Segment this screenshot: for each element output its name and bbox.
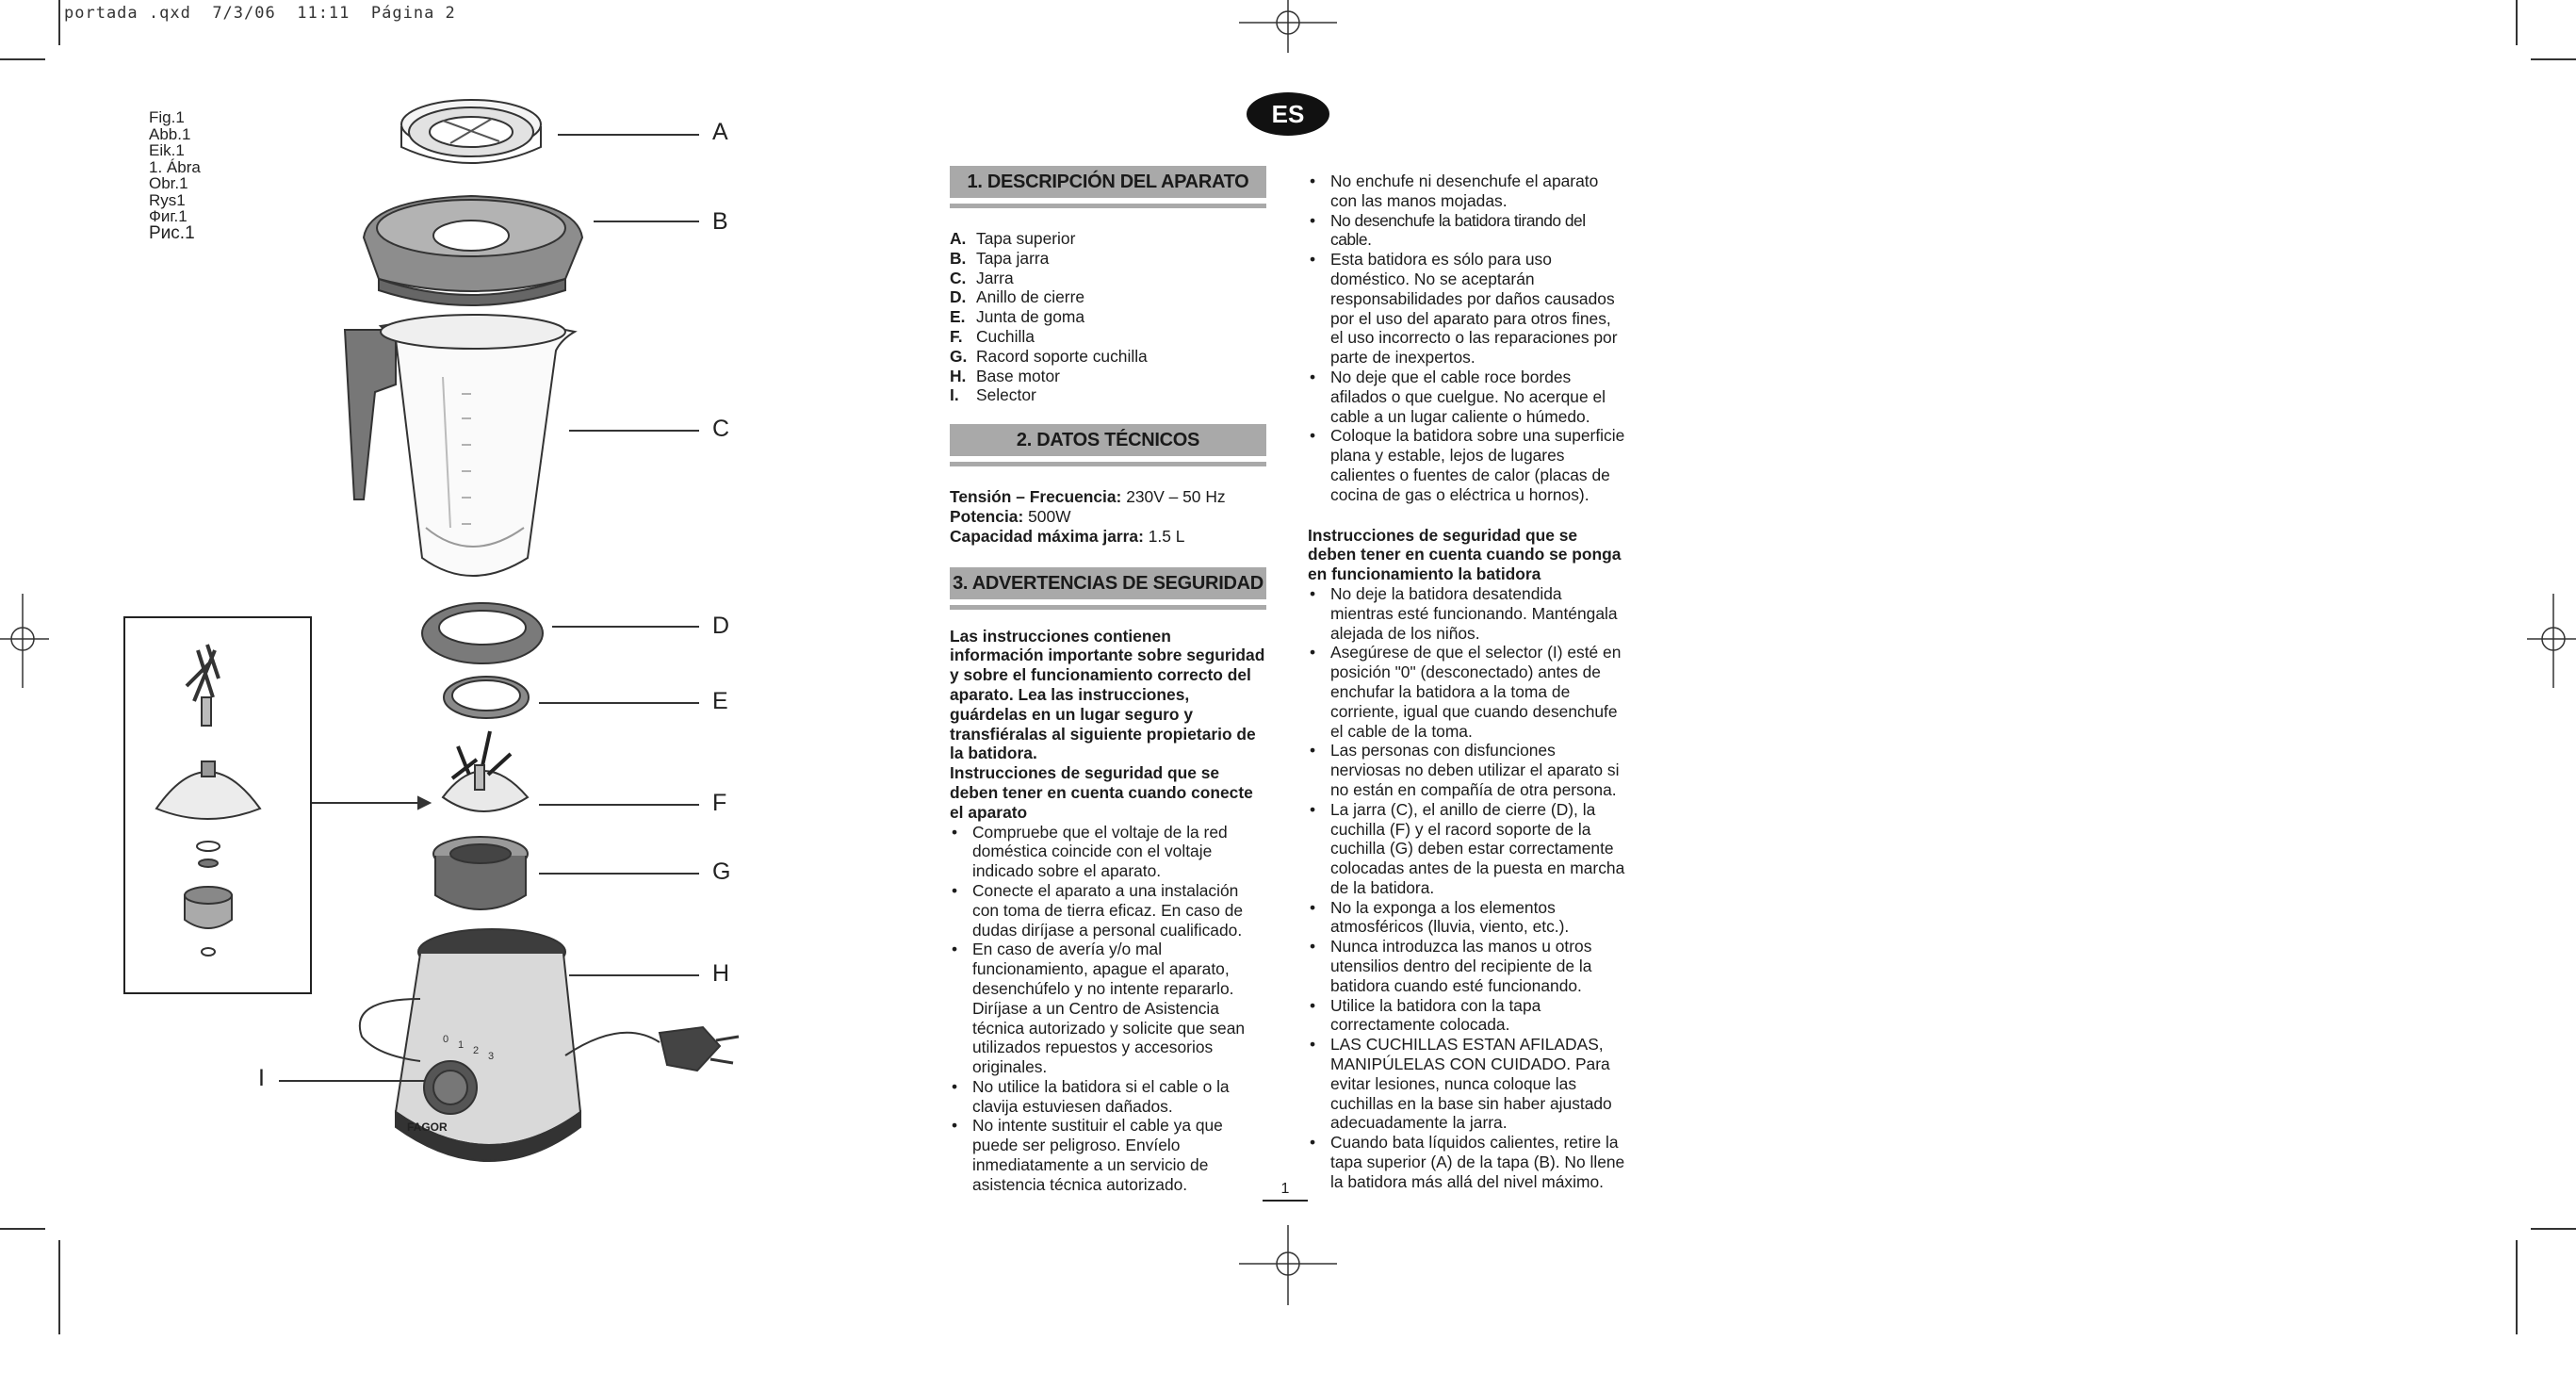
part-label: Jarra — [976, 268, 1014, 287]
callout-line — [539, 873, 699, 875]
spec-row — [950, 527, 1266, 547]
list-item: • Compruebe que el voltaje de la red doméstica coincide con el voltaje indicado sobre el aparato. — [950, 823, 1266, 881]
parts-list-item — [950, 307, 1266, 327]
operation-bullet-list — [1308, 584, 1626, 1192]
list-item: • En caso de avería y/o mal funcionamiento, apague el aparato, desenchúfelo y no intente repararlo. Diríjase a un Centro de Asistencia técnica autorizado y solicite que sean utilizados repuestos y accesorios originales. — [950, 940, 1266, 1077]
part-key: B. — [950, 248, 967, 268]
callout-a: A — [712, 119, 728, 145]
part-key: A. — [950, 229, 967, 248]
list-item: • Conecte el aparato a una instalación con toma de tierra eficaz. En caso de dudas diríjase a personal cualificado. — [950, 881, 1266, 940]
list-item: • Esta batidora es sólo para uso doméstico. No se aceptarán responsabilidades por daños causados por el uso del aparato para otros fines, el uso incorrecto o las reparaciones por parte de inexpertos. — [1308, 250, 1626, 368]
part-key: E. — [950, 307, 966, 327]
parts-list-item — [950, 229, 1266, 249]
list-item: • No desenchufe la batidora tirando del cable. — [1308, 211, 1626, 251]
spec-value: 500W — [1028, 506, 1071, 526]
callout-g: G — [712, 859, 731, 885]
slug-time: 11:11 — [297, 4, 351, 23]
callout-line — [552, 626, 699, 628]
list-item: • No utilice la batidora si el cable o la clavija estuviesen dañados. — [950, 1077, 1266, 1117]
list-item: • No deje que el cable roce bordes afilados o que cuelgue. No acerque el cable a un lugar caliente o húmedo. — [1308, 368, 1626, 426]
technical-specs — [950, 487, 1266, 546]
part-key: C. — [950, 268, 967, 287]
figure-label: Рис.1 — [149, 222, 195, 243]
list-item: • Asegúrese de que el selector (I) esté en posición "0" (desconectado) antes de enchufar la batidora a la toma de corriente, igual que cuando desenchufe el cable de la toma. — [1308, 643, 1626, 741]
text-column-2 — [1308, 172, 1626, 1192]
part-key: H. — [950, 366, 967, 385]
figure-label: Obr.1 — [149, 174, 188, 192]
section-rule — [950, 462, 1266, 466]
parts-list — [950, 229, 1266, 405]
slug-date: 7/3/06 — [212, 4, 276, 23]
part-f-blade-drawing — [443, 731, 528, 811]
part-label: Base motor — [976, 366, 1060, 385]
list-item: • Las personas con disfunciones nerviosas no deben utilizar el aparato si no están en compañía de otra persona. — [1308, 741, 1626, 799]
part-d-locking-ring-drawing — [422, 603, 543, 663]
selector-mark: 2 — [473, 1045, 480, 1056]
list-item: • No deje la batidora desatendida mientras esté funcionando. Manténgala alejada de los niños. — [1308, 584, 1626, 643]
callout-h: H — [712, 960, 730, 987]
section-rule — [950, 204, 1266, 208]
callout-line — [539, 804, 699, 806]
page-number-rule — [1263, 1200, 1308, 1202]
part-c-jug-drawing — [345, 315, 575, 576]
selector-mark: 3 — [488, 1051, 495, 1062]
part-g-blade-holder-drawing — [433, 837, 528, 909]
list-item: • LAS CUCHILLAS ESTAN AFILADAS, MANIPÚLELAS CON CUIDADO. Para evitar lesiones, nunca coloque las cuchillas en la base sin haber ajustado adecuadamente la jarra. — [1308, 1035, 1626, 1133]
part-label: Selector — [976, 385, 1036, 405]
list-item: • No intente sustituir el cable ya que puede ser peligroso. Envíelo inmediatamente a un servicio de asistencia técnica autorizado. — [950, 1116, 1266, 1194]
parts-list-item — [950, 385, 1266, 405]
connect-heading: Instrucciones de seguridad que se deben tener en cuenta cuando conecte el aparato — [950, 763, 1253, 822]
operation-heading: Instrucciones de seguridad que se deben tener en cuenta cuando se ponga en funcionamiento la batidora — [1308, 525, 1622, 584]
selector-mark: 1 — [458, 1039, 465, 1051]
language-badge: ES — [1247, 92, 1329, 136]
part-label: Tapa superior — [976, 229, 1076, 248]
part-key: D. — [950, 287, 967, 307]
list-item: • No la exponga a los elementos atmosféricos (lluvia, viento, etc.). — [1308, 898, 1626, 938]
section-3-title: 3. ADVERTENCIAS DE SEGURIDAD — [950, 567, 1266, 599]
spec-value: 230V – 50 Hz — [1126, 487, 1226, 507]
slug-page: Página 2 — [370, 4, 456, 23]
parts-list-item — [950, 249, 1266, 269]
part-key: G. — [950, 346, 968, 366]
list-item: • Coloque la batidora sobre una superficie plana y estable, lejos de lugares calientes o fuentes de calor (placas de cocina de gas o eléctrica u hornos). — [1308, 426, 1626, 504]
parts-list-item — [950, 347, 1266, 367]
list-item: • Nunca introduzca las manos u otros utensilios dentro del recipiente de la batidora cuando esté funcionando. — [1308, 937, 1626, 995]
part-label: Junta de goma — [976, 307, 1085, 327]
list-item: • La jarra (C), el anillo de cierre (D), la cuchilla (F) y el racord soporte de la cuchilla (G) deben estar correctamente colocadas antes de la puesta en marcha de la batidora. — [1308, 800, 1626, 898]
figure-label: Fig.1 — [149, 108, 185, 126]
list-item: • Utilice la batidora con la tapa correctamente colocada. — [1308, 996, 1626, 1036]
section-2-title: 2. DATOS TÉCNICOS — [950, 424, 1266, 456]
parts-list-item — [950, 287, 1266, 307]
text-column-1 — [950, 166, 1266, 1195]
part-label: Racord soporte cuchilla — [976, 346, 1148, 366]
part-key: F. — [950, 326, 963, 346]
callout-line — [539, 702, 699, 704]
callout-line — [594, 221, 699, 222]
safety-intro: Las instrucciones contienen información importante sobre seguridad y sobre el funcionamiento correcto del aparato. Lea las instrucciones, guárdelas en un lugar seguro y transfiéralas al siguiente propietario de la batidora. — [950, 626, 1265, 763]
spec-row — [950, 487, 1266, 507]
callout-line — [569, 974, 699, 976]
figure-label: Eik.1 — [149, 141, 185, 159]
figure-label: Abb.1 — [149, 124, 191, 143]
general-bullet-list — [1308, 172, 1626, 505]
section-rule — [950, 605, 1266, 610]
list-item: • No enchufe ni desenchufe el aparato con las manos mojadas. — [1308, 172, 1626, 211]
callout-f: F — [712, 790, 727, 816]
part-label: Cuchilla — [976, 326, 1035, 346]
figure-label: Rys1 — [149, 190, 186, 209]
spec-value: 1.5 L — [1148, 526, 1185, 546]
callout-line — [569, 430, 699, 432]
spec-label: Capacidad máxima jarra: — [950, 526, 1144, 546]
figure-label: Фиг.1 — [149, 207, 187, 225]
part-label: Tapa jarra — [976, 248, 1050, 268]
part-key: I. — [950, 385, 959, 405]
page-number: 1 — [1280, 1181, 1290, 1197]
list-item: • Cuando bata líquidos calientes, retire la tapa superior (A) de la tapa (B). No llene la batidora más allá del nivel máximo. — [1308, 1133, 1626, 1191]
selector-mark: 0 — [443, 1034, 449, 1045]
inset-arrow — [311, 797, 430, 809]
figure-label: 1. Ábra — [149, 157, 201, 176]
part-b-jug-lid-drawing — [364, 196, 582, 305]
spec-label: Potencia: — [950, 506, 1024, 526]
part-label: Anillo de cierre — [976, 287, 1085, 307]
callout-line — [279, 1080, 424, 1082]
callout-b: B — [712, 208, 728, 235]
inset-blade-detail-box — [123, 616, 312, 994]
parts-list-item — [950, 367, 1266, 386]
section-1-title: 1. DESCRIPCIÓN DEL APARATO — [950, 166, 1266, 198]
callout-d: D — [712, 613, 730, 639]
parts-list-item — [950, 327, 1266, 347]
spec-label: Tensión – Frecuencia: — [950, 487, 1122, 507]
brand-logo: FAGOR — [407, 1120, 448, 1134]
parts-list-item — [950, 269, 1266, 288]
slug-file: portada .qxd — [64, 4, 191, 23]
callout-c: C — [712, 416, 730, 442]
callout-e: E — [712, 688, 728, 714]
part-e-gasket-drawing — [444, 677, 529, 718]
spec-row — [950, 507, 1266, 527]
part-a-top-cap-drawing — [401, 100, 541, 163]
callout-i: I — [258, 1065, 265, 1091]
callout-line — [558, 134, 699, 136]
connect-bullet-list — [950, 823, 1266, 1195]
